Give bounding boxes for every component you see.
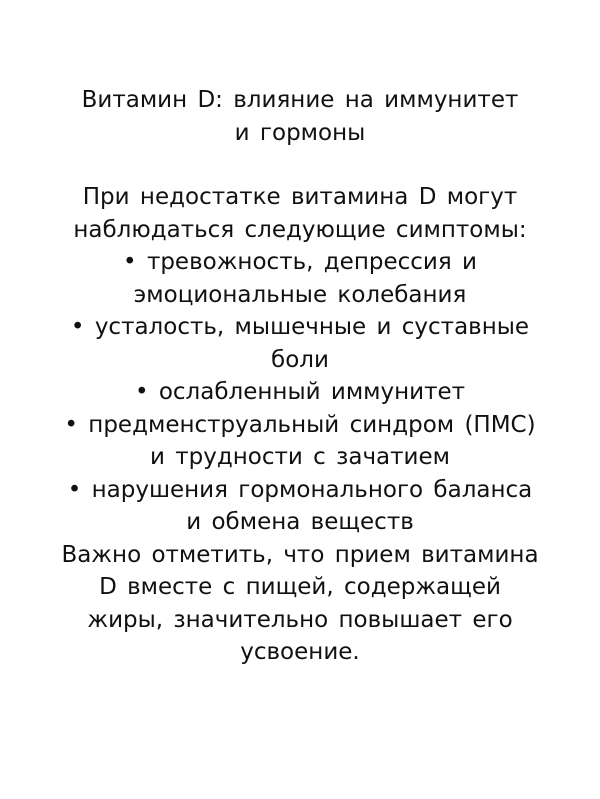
list-item-line-1: • усталость, мышечные и суставные [30, 311, 570, 344]
symptoms-section [30, 181, 570, 539]
list-item [30, 474, 570, 539]
list-item-line-1: • ослабленный иммунитет [30, 376, 570, 409]
list-item-line-2: и трудности с зачатием [150, 444, 450, 470]
note-line-2: D вместе с пищей, содержащей [99, 574, 501, 600]
list-item-line-2: и обмена веществ [186, 509, 414, 535]
list-item-line-2: боли [271, 346, 329, 373]
intro-line-1: При недостатке витамина D могут [82, 184, 518, 210]
list-item-line-1: • тревожность, депрессия и [30, 246, 570, 279]
title-line-2: и гормоны [234, 119, 366, 146]
list-item [30, 246, 570, 311]
intro-line-2: наблюдаться следующие симптомы: [73, 216, 527, 243]
list-item [30, 311, 570, 376]
symptoms-list [30, 246, 570, 539]
note-line-3: жиры, значительно повышает его [87, 606, 513, 633]
title-line-1: Витамин D: влияние на иммунитет [81, 87, 519, 113]
note-line-1: Важно отметить, что прием витамина [61, 541, 539, 568]
list-item [30, 409, 570, 474]
list-item [30, 376, 570, 409]
symptoms-intro [30, 181, 570, 246]
list-item-line-1: • нарушения гормонального баланса [30, 474, 570, 507]
list-item-line-1: • предменструальный синдром (ПМС) [30, 409, 570, 442]
document-page [30, 84, 570, 669]
note-line-4: усвоение. [240, 639, 360, 665]
page-title [30, 84, 570, 149]
absorption-note [30, 539, 570, 669]
list-item-line-2: эмоциональные колебания [133, 281, 467, 308]
